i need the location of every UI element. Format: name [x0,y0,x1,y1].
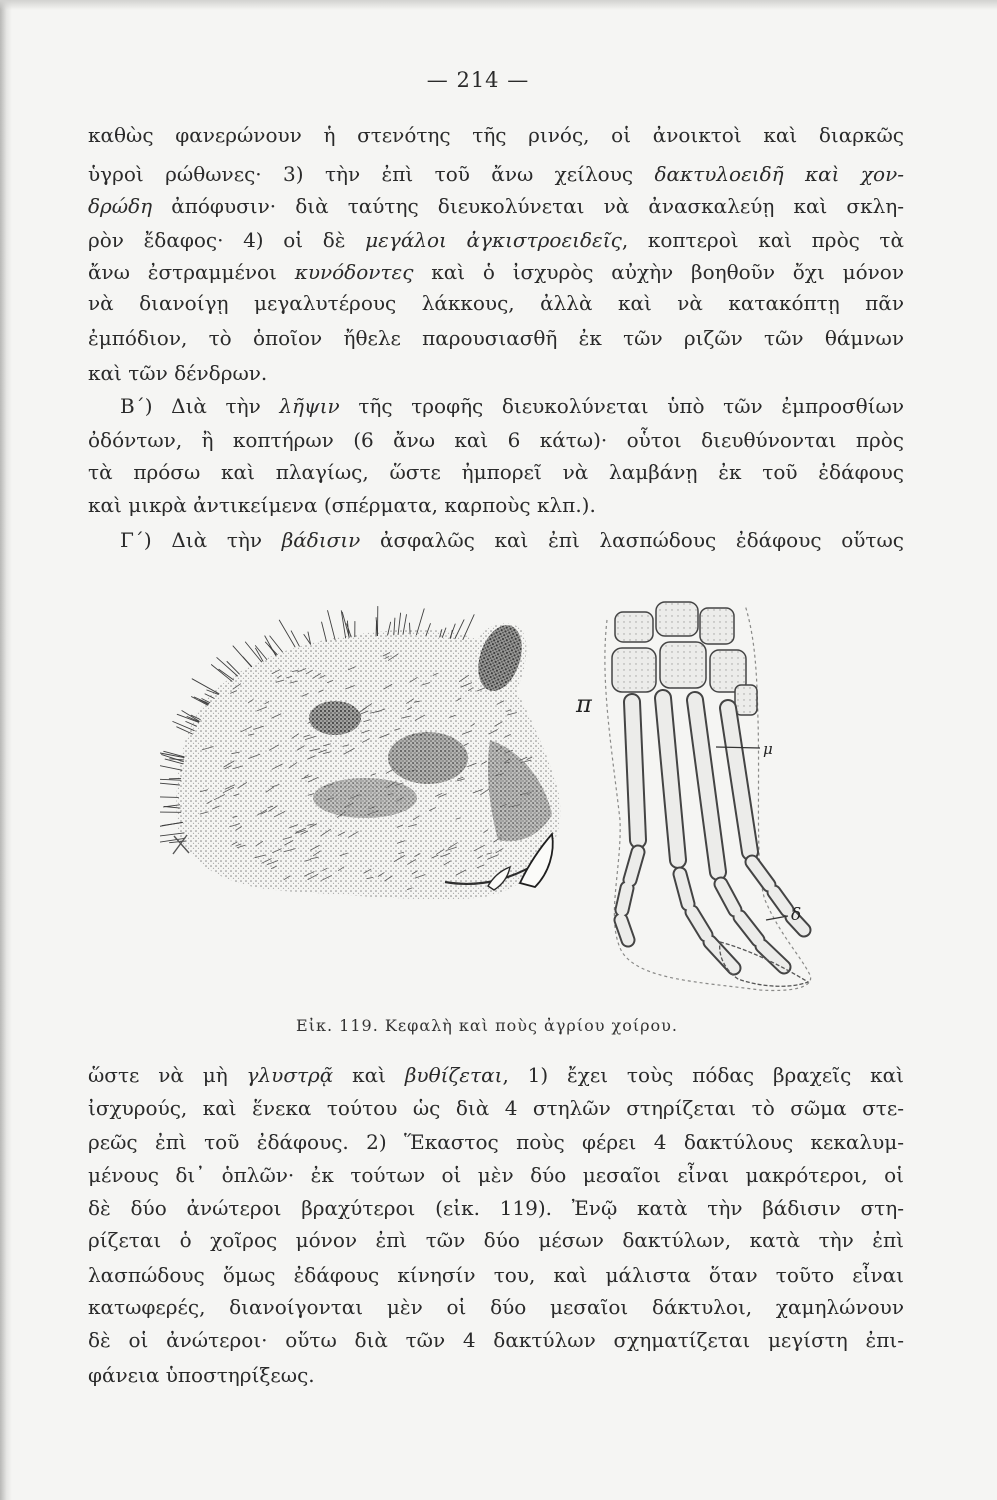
tarsal-bone [735,685,757,715]
text-segment: , κοπτεροὶ καὶ πρὸς τὰ [621,228,904,252]
hair-stroke [160,797,178,798]
italic-segment: μεγάλοι ἀγκιστροειδεῖς [365,228,622,252]
text-segment: φάνεια ὑποστηρίξεως. [88,1363,315,1387]
hair-stroke [265,636,276,655]
text-segment: ὑγροὶ ρώθωνες· 3) τὴν ἐπὶ τοῦ ἄνω χείλους [88,162,655,186]
scan-edge-shadow [0,0,12,1500]
metatarsal-bone [632,702,638,840]
text-segment: λασπώδους ὅμως ἐδάφους κίνησίν του, καὶ μάλιστα ὅταν τοῦτο εἶναι [88,1263,904,1287]
text-line [88,159,904,189]
text-line [88,358,904,388]
italic-segment: βυθίζεται [404,1063,503,1087]
text-segment: ρεῶς ἐπὶ τοῦ ἐδάφους. 2) Ἕκαστος ποὺς φέρει 4 δακτύλους κεκαλυμ- [88,1130,904,1154]
italic-segment: κυνόδοντες [294,260,414,284]
text-segment: ρὸν ἔδαφος· 4) οἱ δὲ [88,228,366,252]
text-line [88,1360,904,1390]
boar-head-drawing [160,606,560,899]
hair-stroke [160,783,180,785]
text-segment: ἀσφαλῶς καὶ ἐπὶ λασπώδους ἐδάφους οὕτως [360,528,904,552]
text-segment: καὶ μικρὰ ἀντικείμενα (σπέρματα, καρποὺς κλπ.). [88,493,596,517]
figure-label-mu: μ [763,740,773,758]
italic-segment: δρώδη [88,194,153,218]
text-segment: καθὼς φανερώνουν ἡ στενότης τῆς ρινός, οἱ ἀνοικτοὶ καὶ διαρκῶς [88,123,904,147]
text-segment: κατωφερές, διανοίγονται μὲν οἱ δύο μεσαῖοι δάκτυλοι, χαμηλώνουν [88,1295,904,1319]
text-segment: ρίζεται ὁ χοῖρος μόνον ἐπὶ τῶν δύο μέσων δακτύλων, κατὰ τὴν ἐπὶ [88,1228,904,1252]
hair-stroke [463,615,474,640]
hair-stroke [160,765,182,771]
text-line [88,323,904,353]
cheek-shading [313,778,417,818]
text-segment: , 1) ἔχει τοὺς πόδας βραχεῖς καὶ [502,1063,904,1087]
text-line [88,120,904,150]
text-line [88,288,904,318]
metatarsal-bone [663,698,678,860]
text-segment: νὰ διανοίγῃ μεγαλυτέρους λάκκους, ἀλλὰ καὶ νὰ κατακόπτῃ πᾶν [88,291,904,315]
figure-119-illustration [160,590,830,1000]
italic-segment: λῆψιν [279,394,340,418]
text-segment: τῆς τροφῆς διευκολύνεται ὑπὸ τῶν ἐμπροσθίων [339,394,904,418]
text-segment: δὲ δύο ἀνώτεροι βραχύτεροι (εἰκ. 119). Ἐνῷ κατὰ τὴν βάδισιν στη- [88,1196,904,1220]
page-number: — 214 — [426,68,530,92]
text-line [88,1127,904,1157]
hair-stroke [211,665,232,682]
figure-label-delta: δ [791,905,802,925]
text-line [88,257,904,287]
tarsal-bone [656,602,698,636]
face-shading [388,732,468,784]
text-line [88,1160,904,1190]
text-line [88,1193,904,1223]
text-segment: τὰ πρόσω καὶ πλαγίως, ὥστε ἠμπορεῖ νὰ λαμβάνῃ ἐκ τοῦ ἐδάφους [88,460,904,484]
foot-skeleton-drawing [575,602,811,990]
hair-stroke [291,631,299,646]
text-segment: ἄνω ἐστραμμένοι [88,260,295,284]
hair-stroke [217,658,238,676]
tarsal-bone [615,612,653,642]
text-segment: ὥστε νὰ μὴ [88,1063,247,1087]
hair-stroke [192,679,219,694]
text-line [88,1093,904,1123]
text-segment: ἐμπόδιον, τὸ ὁποῖον ἤθελε παρουσιασθῆ ἐκ τῶν ριζῶν τῶν θάμνων [88,326,904,350]
text-line [88,1292,904,1322]
text-segment: μένους δι᾽ ὁπλῶν· ἐκ τούτων οἱ μὲν δύο μεσαῖοι εἶναι μακρότεροι, οἱ [88,1163,904,1187]
text-segment: Γ΄) Διὰ τὴν [120,528,282,552]
text-line [88,525,904,555]
text-line [88,1225,904,1255]
text-line [88,457,904,487]
figure-caption: Εἰκ. 119. Κεφαλὴ καὶ ποὺς ἀγρίου χοίρου. [296,1016,678,1035]
text-segment: ἰσχυρούς, καὶ ἕνεκα τούτου ὡς διὰ 4 στηλῶν στηρίζεται τὸ σῶμα στε- [88,1096,904,1120]
hair-stroke [410,623,411,634]
hair-stroke [243,657,252,667]
text-segment: Β΄) Διὰ τὴν [120,394,280,418]
text-line [88,1060,904,1090]
text-line [88,1260,904,1290]
tarsal-bone [660,642,706,688]
hair-stroke [322,622,327,641]
figure-label-pi: π [576,690,592,718]
scan-top-shadow [0,0,997,10]
tarsal-bone [700,608,734,644]
text-segment: ἀπόφυσιν· διὰ ταύτης διευκολύνεται νὰ ἀνασκαλεύῃ καὶ σκλη- [152,194,904,218]
text-line [88,490,904,520]
text-line [88,1325,904,1355]
italic-segment: βάδισιν [281,528,361,552]
hair-stroke [160,779,180,780]
eye-shading [309,701,361,735]
text-segment: δὲ οἱ ἀνώτεροι· οὕτω διὰ τῶν 4 δακτύλων σχηματίζεται μεγίστη ἐπι- [88,1328,904,1352]
tarsal-bone [612,648,656,692]
text-segment: ὀδόντων, ἢ κοπτήρων (6 ἄνω καὶ 6 κάτω)· οὗτοι διευθύνονται πρὸς [88,428,904,452]
text-line [88,391,904,421]
text-segment: καὶ τῶν δένδρων. [88,361,268,385]
text-line [88,425,904,455]
italic-segment: γλυστρᾷ [246,1063,334,1087]
text-line [88,225,904,255]
italic-segment: δακτυλοειδῆ καὶ χον- [654,162,904,186]
hair-stroke [328,611,336,640]
text-line [88,191,904,221]
text-segment: καὶ ὁ ἰσχυρὸς αὐχὴν βοηθοῦν ὄχι μόνον [413,260,904,284]
text-segment: καὶ [333,1063,405,1087]
label-line-mu [716,747,760,748]
hair-stroke [245,642,261,662]
